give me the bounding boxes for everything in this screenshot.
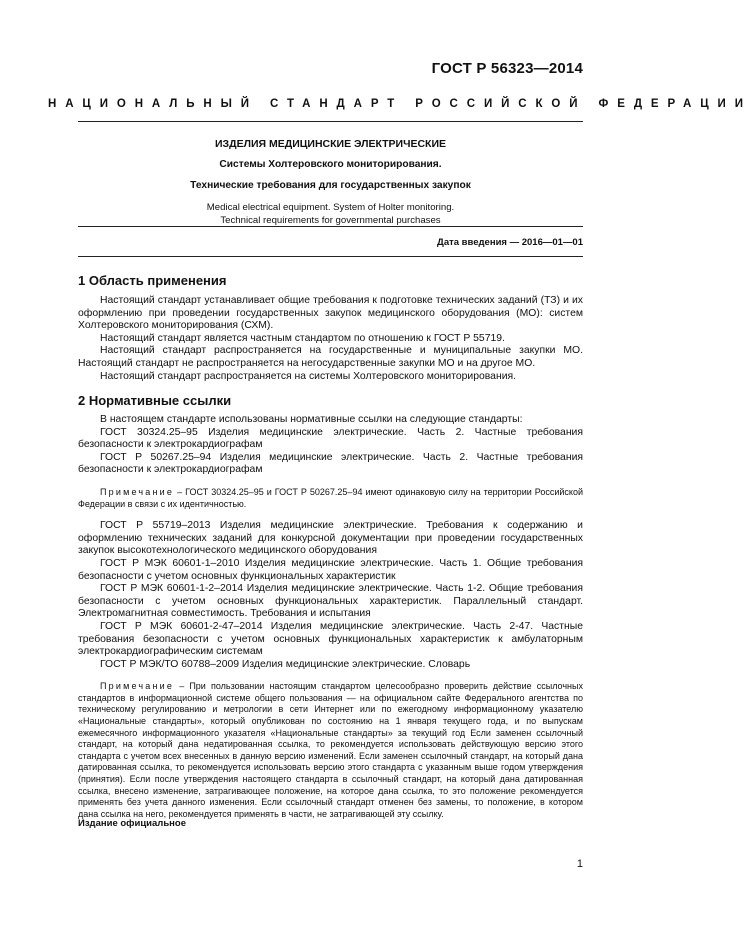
note-1 [78, 487, 583, 510]
document-title-block [78, 136, 583, 227]
title-line-1: ИЗДЕЛИЯ МЕДИЦИНСКИЕ ЭЛЕКТРИЧЕСКИЕ [214, 138, 447, 150]
edition-label: Издание официальное [78, 818, 186, 829]
note-1-label: Примечание [100, 486, 175, 497]
section-2-body [78, 414, 583, 820]
date-rule [78, 256, 583, 257]
title-line-2: Системы Холтеровского мониторирования. [219, 159, 442, 170]
title-rule [78, 226, 583, 227]
title-english-line-2: Technical requirements for governmental purchases [220, 215, 441, 226]
introduction-date: Дата введения — 2016—01—01 [437, 237, 583, 248]
national-standard-title: НАЦИОНАЛЬНЫЙ СТАНДАРТ РОССИЙСКОЙ ФЕДЕРАЦИИ [48, 98, 752, 110]
section-2-heading: 2 Нормативные ссылки [78, 393, 232, 408]
page-number: 1 [576, 858, 583, 870]
note-2-label: Примечание [100, 681, 175, 692]
reference-item: ГОСТ 30324.25–95 Изделия медицинские электрические. Часть 2. Частные требования безопасности к электрокардиографам [78, 426, 583, 451]
section-2-paragraph: В настоящем стандарте использованы нормативные ссылки на следующие стандарты: [100, 414, 523, 425]
title-line-3: Технические требования для государственных закупок [190, 180, 471, 191]
section-1-paragraph: Настоящий стандарт распространяется на системы Холтеровского мониторирования. [100, 370, 517, 382]
reference-item: ГОСТ Р МЭК 60601-1–2010 Изделия медицинские электрические. Часть 1. Общие требования безопасности с учетом основных функциональных характеристик [78, 557, 583, 582]
reference-item: ГОСТ Р МЭК 60601-2-47–2014 Изделия медицинские электрические. Часть 2-47. Частные требования безопасности с учетом основных функциональных характеристик к амбулаторным электрокардиографическим системам [78, 620, 583, 658]
note-1-text: – ГОСТ 30324.25–95 и ГОСТ Р 50267.25–94 имеют одинаковую силу на территории Российской Федерации в связи с их идентичностью. [78, 486, 583, 509]
document-code: ГОСТ Р 56323—2014 [431, 60, 583, 77]
section-1-paragraph: Настоящий стандарт распространяется на государственные и муниципальные закупки МО. Настоящий стандарт не распространяется на негосударственные закупки МО и на другое МО. [78, 345, 583, 369]
section-1-paragraph: Настоящий стандарт является частным стандартом по отношению к ГОСТ Р 55719. [100, 332, 505, 344]
reference-item: ГОСТ Р МЭК/ТО 60788–2009 Изделия медицинские электрические. Словарь [100, 658, 471, 670]
header-rule [78, 121, 583, 122]
title-english-line-1: Medical electrical equipment. System of Holter monitoring. [206, 202, 455, 213]
section-1-heading: 1 Область применения [78, 273, 227, 288]
reference-item: ГОСТ Р МЭК 60601-1-2–2014 Изделия медицинские электрические. Часть 1-2. Общие требования безопасности с учетом основных функциональных характеристик. Параллельный стандарт. Электромагнитная совместимость. Требования и испытания [78, 583, 583, 620]
section-1-paragraph: Настоящий стандарт устанавливает общие требования к подготовке технических заданий (ТЗ) и их оформлению при проведении государственных закупок медицинского оборудования (МО): систем Холтеровского мониторирования (СХМ). [78, 295, 583, 332]
reference-item: ГОСТ Р 55719–2013 Изделия медицинские электрические. Требования к содержанию и оформлению технических заданий для конкурсной документации при проведении государственных закупок высокотехнологического медицинского оборудования [78, 520, 583, 557]
reference-item: ГОСТ Р 50267.25–94 Изделия медицинские электрические. Часть 2. Частные требования безопасности к электрокардиографам [78, 451, 583, 476]
section-1-body [78, 295, 583, 383]
note-2 [78, 681, 583, 820]
note-2-text: – При пользовании настоящим стандартом целесообразно проверить действие ссылочных стандартов в информационной системе общего пользования — на официальном сайте Федерального агентства по техническому регулированию и метрологии в сети Интернет или по ежегодному информационному указателю «Национальные стандарты», который опубликован по состоянию на 1 января текущего года, и по выпускам ежемесячного информационного указателя «Национальные стандарты» за текущий год Если заменен ссылочный стандарт, на который дана недатированная ссылка, то рекомендуется использовать действующую версию этого стандарта с учетом всех внесенных в данную версию изменений. Если заменен ссылочный стандарт, на который дана датированная ссылка, то рекомендуется использовать версию этого стандарта с указанным выше годом утверждения (принятия). Если после утверждения настоящего стандарта в ссылочный стандарт, на который дана датированная ссылка, внесено изменение, затрагивающее положение, на которое дана ссылка, то это положение рекомендуется применять без учета данного изменения. Если ссылочный стандарт отменен без замены, то положение, в котором дана ссылка на него, рекомендуется применять в части, не затрагивающей эту ссылку. [78, 681, 583, 819]
